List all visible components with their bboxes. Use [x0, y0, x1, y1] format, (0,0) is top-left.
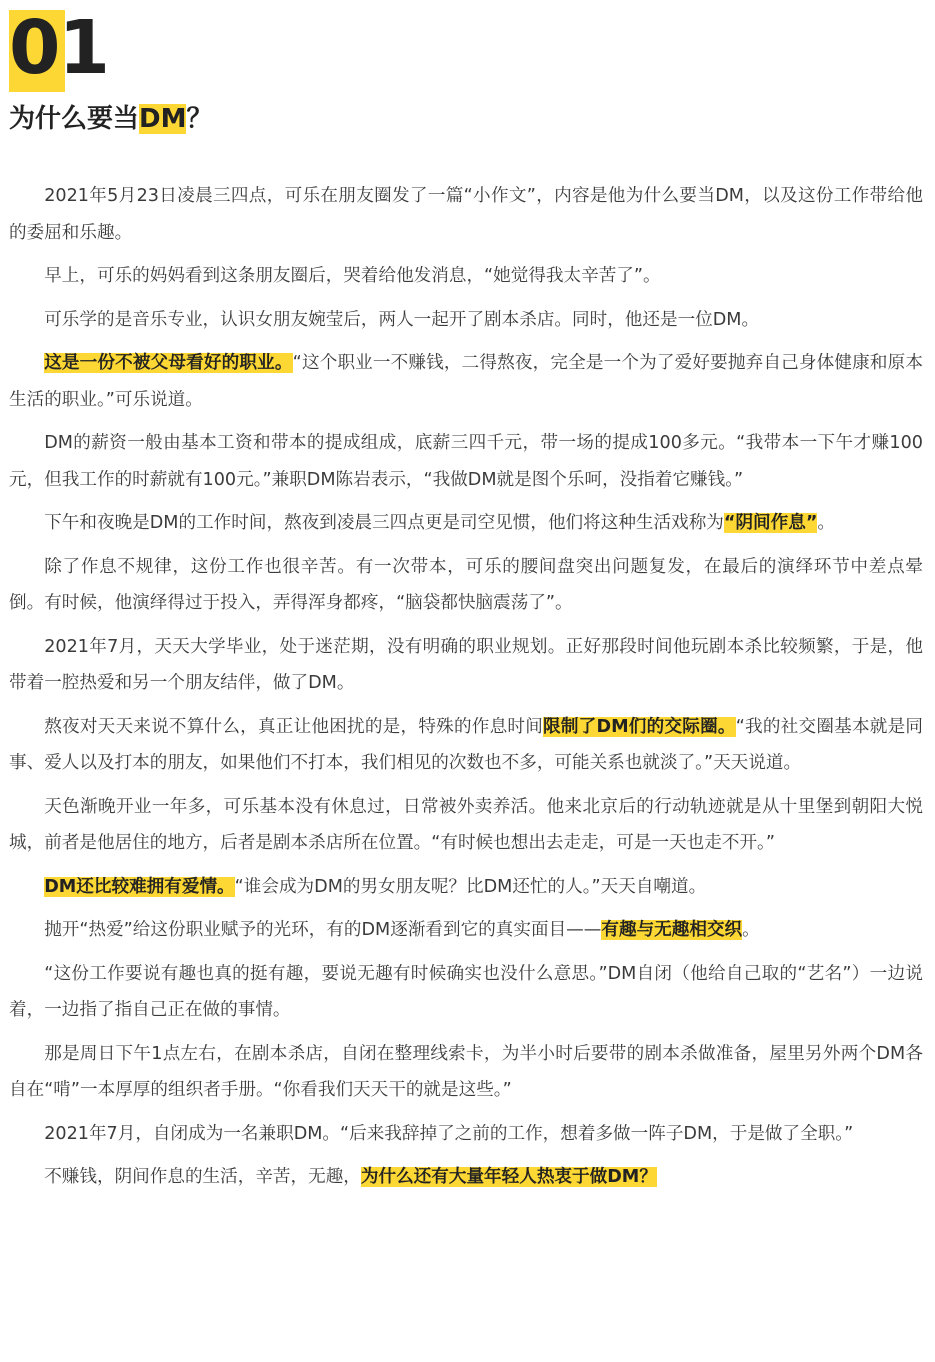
highlight-text: 这是一份不被父母看好的职业。 — [44, 353, 293, 373]
paragraph-9 — [9, 709, 923, 782]
paragraph-16 — [9, 1159, 923, 1196]
highlight-text: 有趣与无趣相交织 — [601, 920, 743, 940]
section-number: 01 — [9, 5, 108, 91]
heading-suffix: ？ — [186, 104, 213, 134]
highlight-text: 限制了DM们的交际圈。 — [543, 716, 736, 737]
paragraph-2: 早上，可乐的妈妈看到这条朋友圈后，哭着给他发消息，“她觉得我太辛苦了”。 — [44, 266, 661, 286]
paragraph-14: 那是周日下午1点左右，在剧本杀店，自闭在整理线索卡，为半小时后要带的剧本杀做准备，屋里另外两个DM各自在“啃”一本厚厚的组织者手册。“你看我们天天干的就是这些。” — [9, 1043, 923, 1100]
paragraph-3: 可乐学的是音乐专业，认识女朋友婉莹后，两人一起开了剧本杀店。同时，他还是一位DM。 — [44, 309, 760, 330]
highlight-text: 为什么还有大量年轻人热衷于做DM？ — [360, 1167, 657, 1187]
paragraph-text: 抛开“热爱”给这份职业赋予的光环，有的DM逐渐看到它的真实面目—— — [44, 920, 602, 940]
paragraph-15: 2021年7月，自闭成为一名兼职DM。“后来我辞掉了之前的工作，想着多做一阵子DM，于是做了全职。” — [44, 1123, 854, 1144]
paragraph-10: 天色渐晚开业一年多，可乐基本没有休息过，日常被外卖养活。他来北京后的行动轨迹就是从十里堡到朝阳大悦城，前者是他居住的地方，后者是剧本杀店所在位置。“有时候也想出去走走，可是一天也走不开。” — [9, 796, 923, 853]
paragraph-6 — [9, 505, 923, 542]
paragraph-5: DM的薪资一般由基本工资和带本的提成组成，底薪三四千元，带一场的提成100多元。“我带本一下午才赚100元，但我工作的时薪就有100元。”兼职DM陈岩表示，“我做DM就是图个乐呵，没指着它赚钱。” — [9, 433, 923, 490]
paragraph-text: “这个职业一不赚钱，二得熬夜，完全是一个为了爱好要抛弃自己身体健康和原本生活的职业。”可乐说道。 — [9, 353, 923, 410]
paragraph-text: “谁会成为DM的男女朋友呢？比DM还忙的人。”天天自嘲道。 — [234, 876, 707, 897]
paragraph-1: 2021年5月23日凌晨三四点，可乐在朋友圈发了一篇“小作文”，内容是他为什么要当DM，以及这份工作带给他的委屈和乐趣。 — [9, 186, 923, 243]
paragraph-text: “我的社交圈基本就是同事、爱人以及打本的朋友，如果他们不打本，我们相见的次数也不多，可能关系也就淡了。”天天说道。 — [9, 716, 923, 773]
paragraph-text: 下午和夜晚是DM的工作时间，熬夜到凌晨三四点更是司空见惯，他们将这种生活戏称为 — [44, 513, 724, 533]
paragraph-8: 2021年7月，天天大学毕业，处于迷茫期，没有明确的职业规划。正好那段时间他玩剧本杀比较频繁，于是，他带着一腔热爱和另一个朋友结伴，做了DM。 — [9, 636, 923, 693]
heading-text: 为什么要当 — [9, 104, 140, 134]
highlight-text: DM还比较难拥有爱情。 — [44, 876, 235, 897]
section-heading — [9, 96, 213, 142]
paragraph-4 — [9, 345, 923, 418]
heading-highlight: DM — [139, 104, 187, 134]
paragraph-13: “这份工作要说有趣也真的挺有趣，要说无趣有时候确实也没什么意思。”DM自闭（他给自己取的“艺名”）一边说着，一边指了指自己正在做的事情。 — [9, 963, 923, 1020]
paragraph-12 — [9, 912, 923, 949]
paragraph-text: 熬夜对天天来说不算什么，真正让他困扰的是，特殊的作息时间 — [44, 716, 544, 737]
paragraph-11 — [9, 869, 923, 906]
article-body — [9, 178, 923, 1203]
paragraph-text: 。 — [742, 920, 760, 940]
highlight-text: “阴间作息” — [723, 513, 818, 533]
paragraph-text: 不赚钱，阴间作息的生活，辛苦，无趣， — [44, 1167, 361, 1187]
paragraph-7: 除了作息不规律，这份工作也很辛苦。有一次带本，可乐的腰间盘突出问题复发，在最后的演绎环节中差点晕倒。有时候，他演绎得过于投入，弄得浑身都疼，“脑袋都快脑震荡了”。 — [9, 556, 923, 613]
paragraph-text: 。 — [817, 513, 836, 533]
section-number-block — [9, 5, 108, 91]
